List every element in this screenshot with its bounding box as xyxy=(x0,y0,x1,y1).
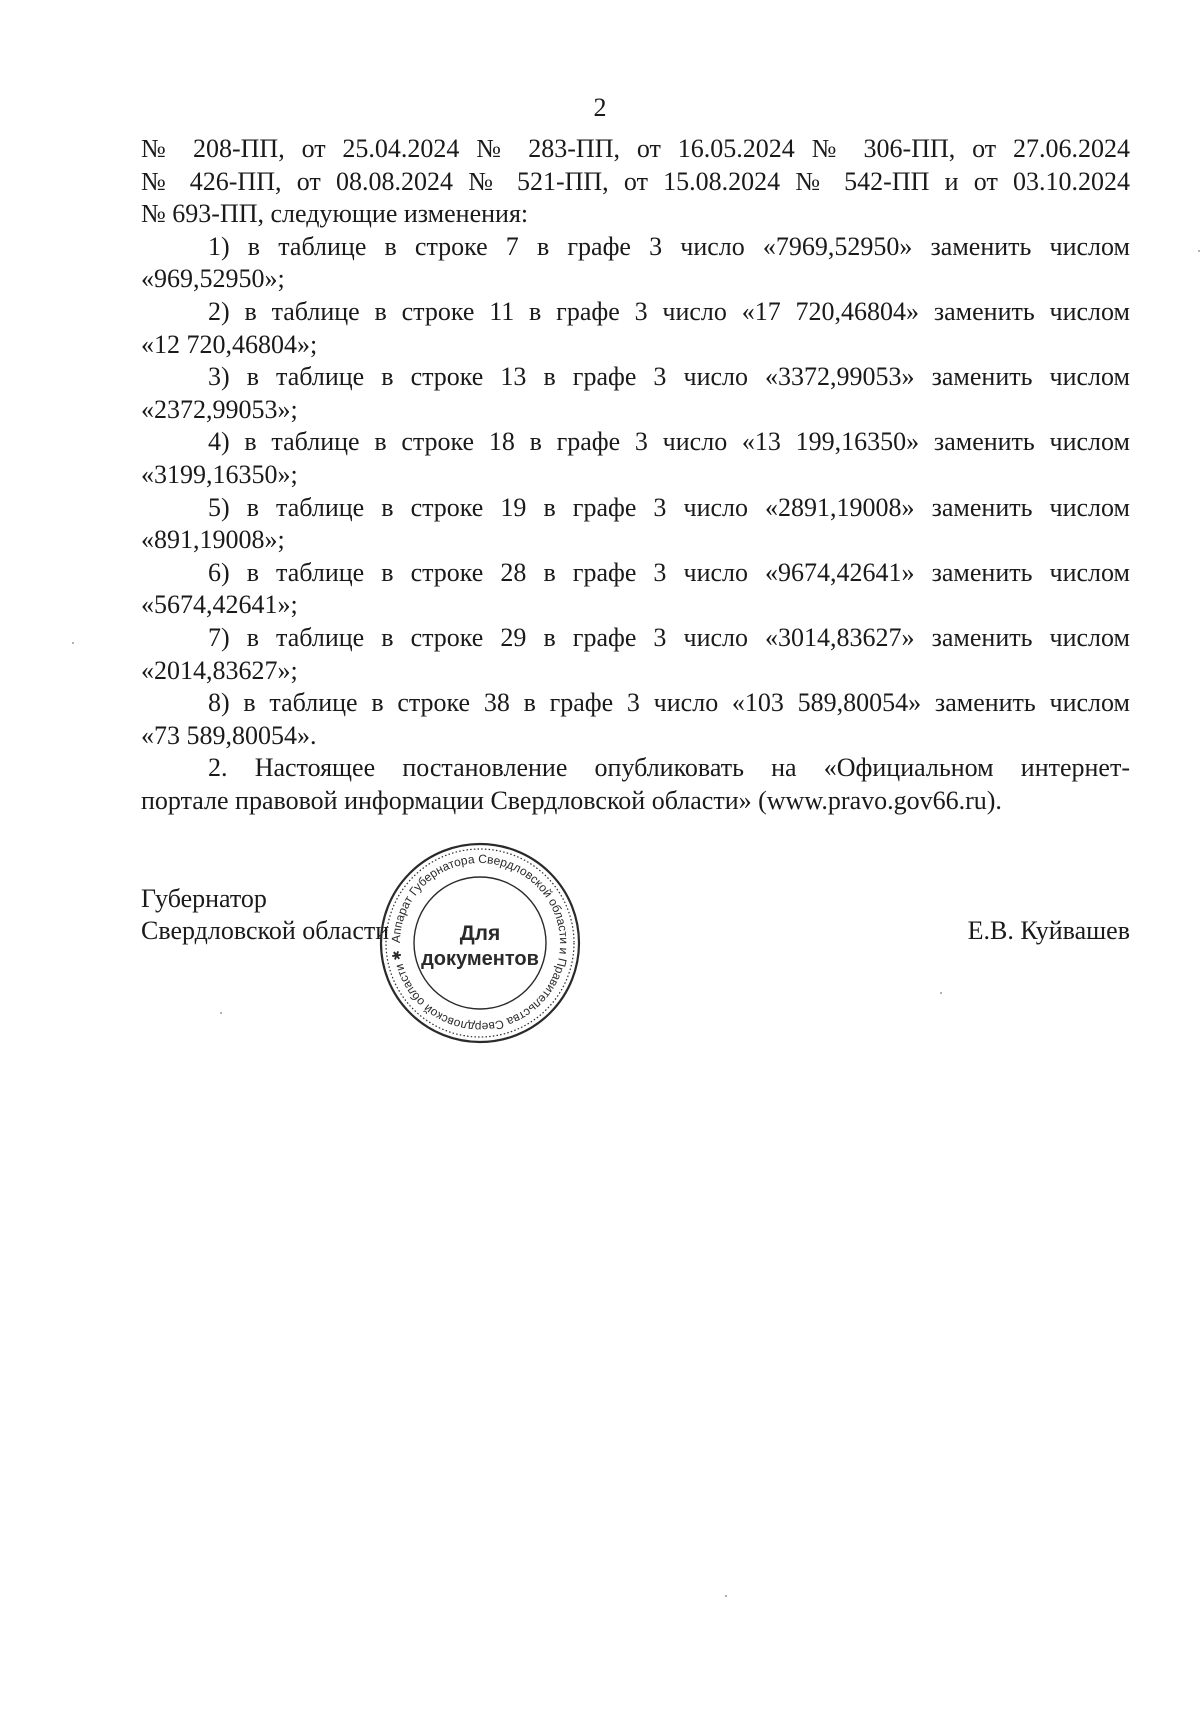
scan-speck xyxy=(940,992,942,994)
seal-center-line-2: документов xyxy=(421,948,539,970)
amendment-item-5: 5) в таблице в строке 19 в графе 3 число «2891,19008» заменить числом xyxy=(208,492,1130,522)
doc-ref: № 542-ПП xyxy=(795,166,930,196)
header-line-2 xyxy=(141,166,1130,199)
amendment-item-8: 8) в таблице в строке 38 в графе 3 число «103 589,80054» заменить числом xyxy=(208,688,1130,718)
doc-date: от 15.08.2024 xyxy=(623,166,781,196)
seal-center-line-1: Для xyxy=(459,922,501,945)
amendment-item-5-cont: «891,19008»; xyxy=(141,525,285,555)
doc-ref: № 208-ПП, xyxy=(141,134,285,163)
doc-ref: № 306-ПП, xyxy=(811,134,956,163)
signatory-region: Свердловской области xyxy=(141,916,390,945)
amendment-item-4: 4) в таблице в строке 18 в графе 3 число «13 199,16350» заменить числом xyxy=(208,427,1130,457)
amendment-item-7-cont: «2014,83627»; xyxy=(141,655,298,685)
header-line-1 xyxy=(141,133,1130,166)
official-seal xyxy=(378,840,582,1046)
doc-ref: № 521-ПП, xyxy=(468,166,609,196)
amendment-item-4-cont: «3199,16350»; xyxy=(141,459,298,489)
amendment-item-2: 2) в таблице в строке 11 в графе 3 число «17 720,46804» заменить числом xyxy=(208,296,1130,326)
publish-clause-cont: портале правовой информации Свердловской области» (www.pravo.gov66.ru). xyxy=(141,785,1002,815)
amendment-item-3-cont: «2372,99053»; xyxy=(141,394,298,424)
doc-date: от 08.08.2024 xyxy=(296,166,453,196)
amendment-list xyxy=(141,231,1130,753)
amendment-item-6: 6) в таблице в строке 28 в графе 3 число «9674,42641» заменить числом xyxy=(208,557,1130,587)
signatory-name: Е.В. Куйвашев xyxy=(967,916,1130,945)
doc-ref: № 426-ПП, xyxy=(141,166,282,196)
page-number: 2 xyxy=(593,93,607,122)
signature-block xyxy=(141,883,389,947)
resolution-body xyxy=(141,133,1130,817)
amendment-item-8-cont: «73 589,80054». xyxy=(141,720,317,750)
doc-date: от 16.05.2024 xyxy=(636,134,795,163)
amendment-item-3: 3) в таблице в строке 13 в графе 3 число «3372,99053» заменить числом xyxy=(208,362,1130,392)
amendment-item-2-cont: «12 720,46804»; xyxy=(141,329,318,359)
amendment-item-7: 7) в таблице в строке 29 в графе 3 число «3014,83627» заменить числом xyxy=(208,622,1130,652)
signatory-title: Губернатор xyxy=(141,884,267,913)
amendment-item-1: 1) в таблице в строке 7 в графе 3 число «7969,52950» заменить числом xyxy=(208,231,1130,261)
amendment-item-1-cont: «969,52950»; xyxy=(141,264,285,294)
doc-date: от 27.06.2024 xyxy=(972,134,1130,163)
conjunction: и xyxy=(944,166,959,196)
scan-speck xyxy=(220,1012,222,1014)
header-line-3: № 693-ПП, следующие изменения: xyxy=(141,199,529,229)
doc-ref: № 283-ПП, xyxy=(476,134,620,163)
amendment-item-6-cont: «5674,42641»; xyxy=(141,590,298,620)
publish-clause: 2. Настоящее постановление опубликовать на «Официальном интернет- xyxy=(208,753,1130,783)
seal-stamp-icon xyxy=(378,840,582,1046)
doc-date: от 25.04.2024 xyxy=(301,134,460,163)
scan-speck xyxy=(72,642,74,644)
scan-speck xyxy=(725,1595,727,1597)
doc-date: от 03.10.2024 xyxy=(973,166,1131,196)
seal-ring-text: Аппарат Губернатора Свердловской области и Правительства Свердловской области ✱ xyxy=(388,851,572,1035)
